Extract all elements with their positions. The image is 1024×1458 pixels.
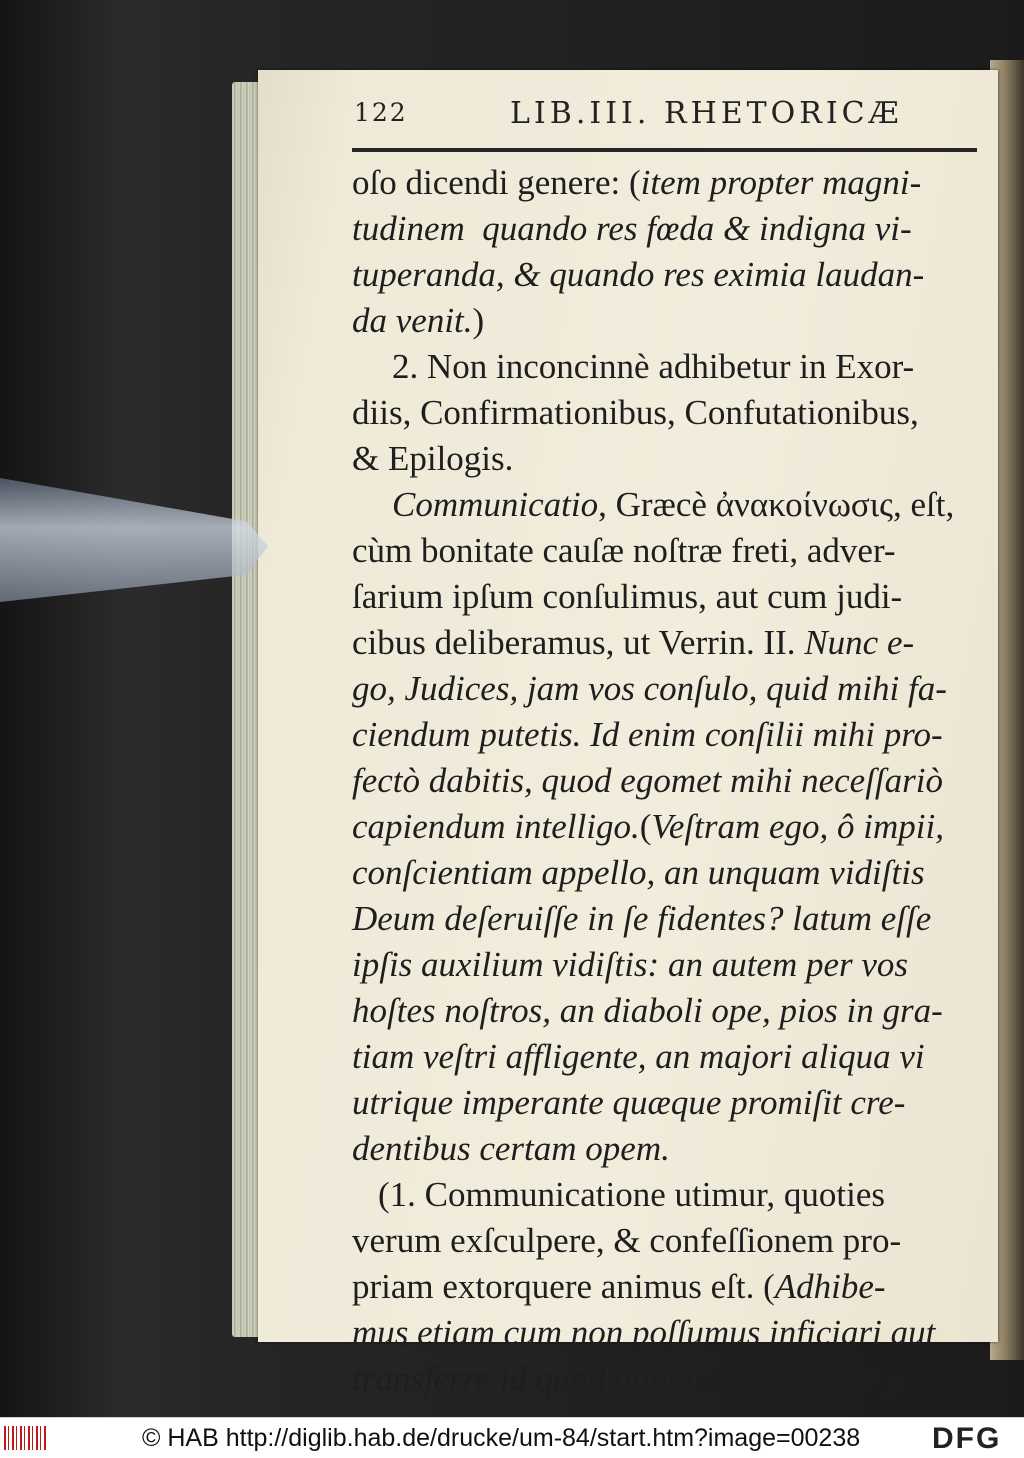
text-line: cibus deliberamus, ut Verrin. II. Nunc e-	[352, 623, 915, 662]
source-link[interactable]: © HAB http://diglib.hab.de/drucke/um-84/start.htm?image=00238	[142, 1424, 861, 1452]
dfg-logo: DFG	[932, 1422, 1002, 1455]
text-line: tuperanda, & quando res eximia laudan-	[352, 255, 925, 294]
text-line: fectò dabitis, quod egomet mihi neceſſariò	[352, 761, 944, 800]
text-line: tudinem quando res fœda & indigna vi-	[352, 209, 912, 248]
text-line: utrique imperante quæque promiſit cre-	[352, 1083, 906, 1122]
running-head: LIB.III. RHETORICÆ	[510, 96, 903, 131]
footer-bar	[0, 1417, 1024, 1458]
text-line: 2. Non inconcinnè adhibetur in Exor-	[392, 347, 915, 386]
text-line: go, Judices, jam vos conſulo, quid mihi fa-	[352, 669, 947, 708]
text-line: ipſis auxilium vidiſtis: an autem per vos	[352, 945, 909, 984]
text-line: mus etiam cum non poſſumus inficiari aut	[352, 1313, 936, 1352]
text-line: Communicatio, Græcè ἀνακοίνωσις, eſt,	[392, 485, 955, 524]
text-line: transferre id quod objicitur: quare ne gra-	[352, 1359, 947, 1398]
text-line: & Epilogis.	[352, 439, 514, 478]
text-line: diis, Confirmationibus, Confutationibus,	[352, 393, 919, 432]
text-line: hoſtes noſtros, an diaboli ope, pios in gra-	[352, 991, 943, 1030]
text-line: oſo dicendi genere: (item propter magni-	[352, 163, 922, 202]
text-line: priam extorquere animus eſt. (Adhibe-	[352, 1267, 886, 1306]
barcode-icon	[4, 1426, 48, 1450]
text-line: da venit.)	[352, 301, 485, 340]
text-line: capiendum intelligo.(Veſtram ego, ô impii,	[352, 807, 945, 846]
text-line: ſarium ipſum conſulimus, aut cum judi-	[352, 577, 903, 616]
text-line: verum exſculpere, & confeſſionem pro-	[352, 1221, 902, 1260]
page-number: 122	[354, 98, 408, 127]
bookmark-ribbon	[0, 478, 268, 602]
text-line: (1. Communicatione utimur, quoties	[378, 1175, 886, 1214]
body-text	[352, 152, 980, 1398]
text-line: dentibus certam opem.	[352, 1129, 670, 1168]
text-line: Deum deſeruiſſe in ſe fidentes? latum eſſe	[352, 899, 932, 938]
text-line: cùm bonitate cauſæ noſtræ freti, adver-	[352, 531, 896, 570]
text-line: ciendum putetis. Id enim conſilii mihi pro-	[352, 715, 943, 754]
text-line: conſcientiam appello, an unquam vidiſtis	[352, 853, 925, 892]
page-header	[354, 96, 984, 144]
text-line: tiam veſtri affligente, an majori aliqua vi	[352, 1037, 925, 1076]
